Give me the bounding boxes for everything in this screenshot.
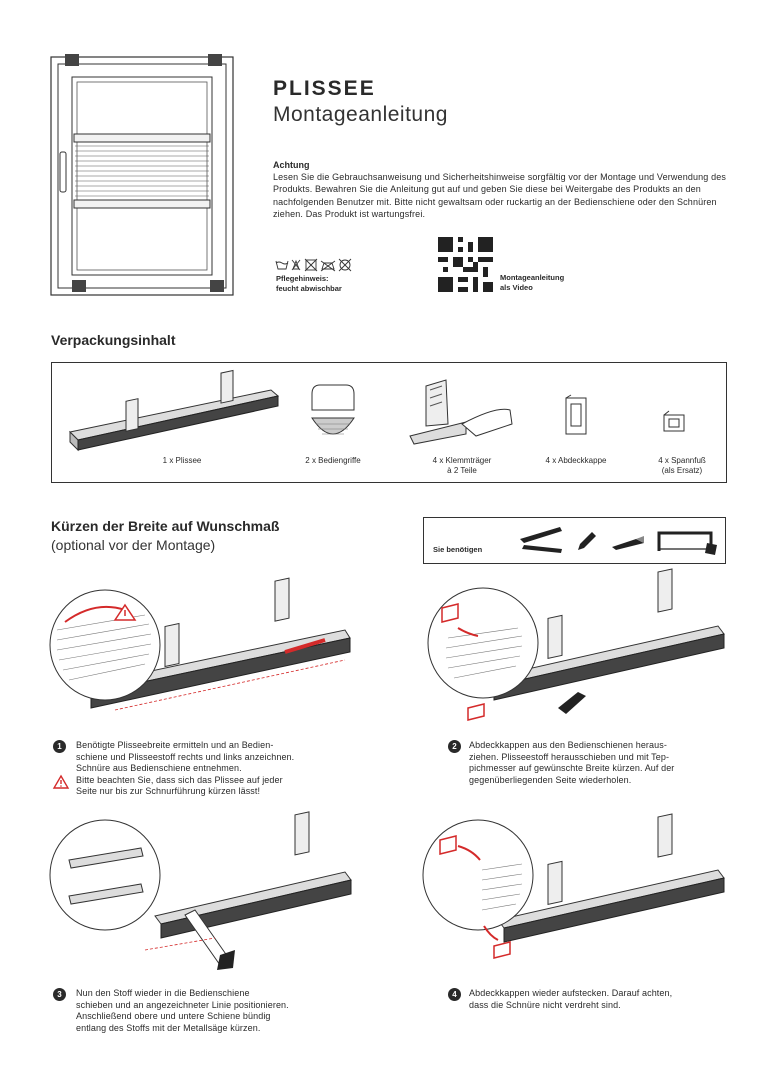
tension-foot-image [661, 409, 687, 435]
page-title: PLISSEE [273, 77, 376, 100]
metal-saw-icon [655, 527, 719, 555]
step-2-number: 2 [448, 740, 461, 753]
step-2-illustration [418, 588, 738, 728]
pencil-icon [574, 530, 598, 554]
step-3-illustration [45, 820, 365, 970]
step-1-illustration [45, 590, 355, 720]
package-item: 1 x Plissee [162, 456, 202, 465]
warning-title: Achtung [273, 160, 310, 170]
warning-triangle-icon [53, 775, 69, 789]
plissee-rail-image [66, 384, 281, 456]
step-1-number: 1 [53, 740, 66, 753]
folding-rule-icon [518, 525, 566, 555]
step-3-text: Nun den Stoff wieder in die Bedienschiene schieben und an angezeichneter Linie positionieren. Anschließend obere und untere Schiene bündig entlang des Stoffs mit der Metallsäge kürzen. [76, 988, 289, 1033]
page-subtitle: Montageanleitung [273, 103, 448, 126]
shorten-heading: Kürzen der Breite auf Wunschmaß [51, 518, 280, 534]
clamp-holder-image [406, 378, 516, 444]
step-4-illustration [418, 820, 738, 970]
shorten-subheading: (optional vor der Montage) [51, 537, 216, 553]
utility-knife-icon [610, 535, 646, 551]
step-3-number: 3 [53, 988, 66, 1001]
video-instructions-label: Montageanleitung als Video [500, 273, 565, 292]
care-instructions: Pflegehinweis: feucht abwischbar [276, 274, 342, 293]
package-item: 4 x Spannfuß (als Ersatz) [658, 456, 706, 475]
package-item: 4 x Abdeckkappe [545, 456, 607, 465]
care-symbols-icon [275, 258, 365, 272]
package-item: 4 x Klemmträger à 2 Teile [432, 456, 492, 475]
step-4-text: Abdeckkappen wieder aufstecken. Darauf achten, dass die Schnüre nicht verdreht sind. [469, 988, 673, 1010]
tools-needed-label: Sie benötigen [433, 545, 483, 554]
step-2-text: Abdeckkappen aus den Bedienschienen heraus- ziehen. Plisseestoff herausschieben und mit Tep- pichmesser auf gewünschte Breite kürzen. Auf der gegenüberliegenden Seite wiederholen. [469, 740, 675, 785]
warning-text: Lesen Sie die Gebrauchsanweisung und Sicherheitshinweise sorgfältig vor der Montage und Verwendung des Produkts. Bewahren Sie die Anleitung gut auf und geben Sie diese bei Weitergabe des Produkts an den nachfolgenden Benutzer mit. Bitte nicht gewaltsam oder ruckartig an der Bedienschiene oder den Schnüren ziehen. Das Produkt ist wartungsfrei. [273, 172, 727, 219]
window-illustration [50, 52, 240, 302]
package-heading: Verpackungsinhalt [51, 332, 176, 348]
cover-cap-image [563, 394, 589, 438]
qr-code-icon[interactable] [438, 237, 493, 292]
handle-image [308, 380, 358, 445]
package-item: 2 x Bediengriffe [305, 456, 361, 465]
step-4-number: 4 [448, 988, 461, 1001]
step-1-text: Benötigte Plisseebreite ermitteln und an Bedien- schiene und Plisseestoff rechts und links anzeichnen. Schnüre aus Bedienschiene entnehmen. Bitte beachten Sie, dass sich das Plissee auf jeder Seite nur bis zur Schnurführung kürzen lässt! [76, 740, 295, 796]
